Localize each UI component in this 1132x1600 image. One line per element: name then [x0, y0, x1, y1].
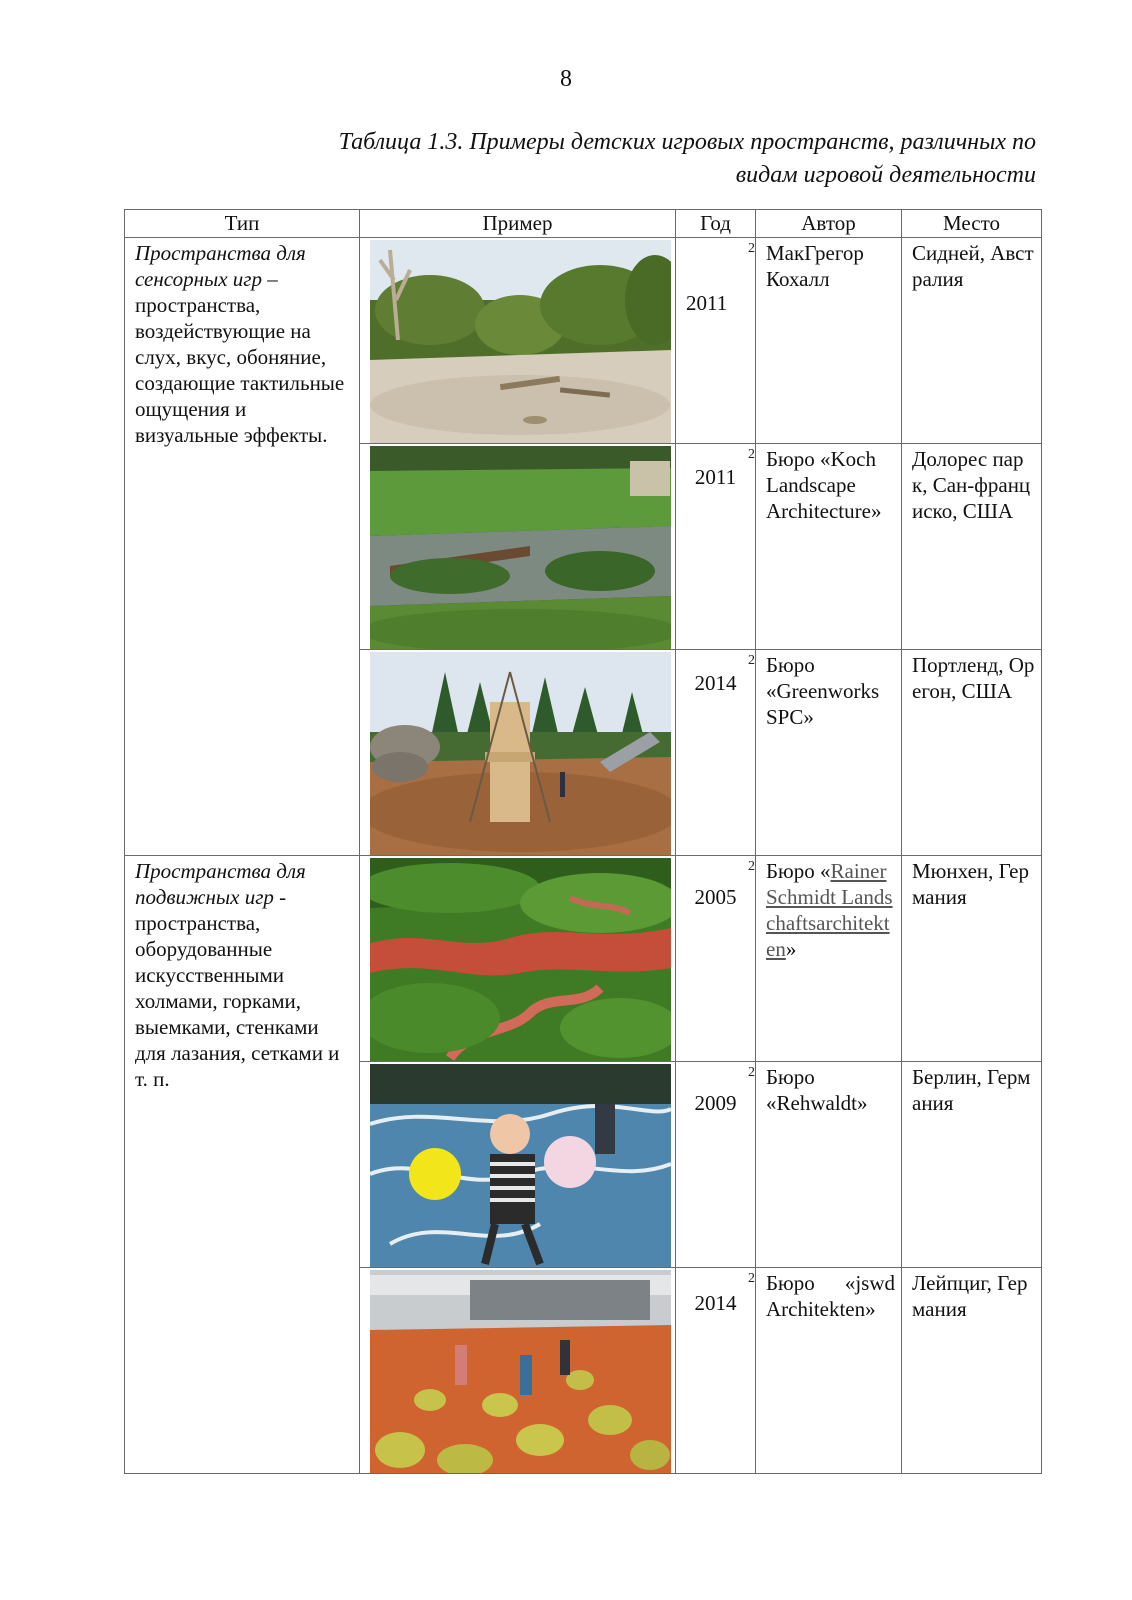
year-value: 2011: [686, 291, 728, 315]
type-description: - пространства, оборудованные искусственными холмами, горками, выемками, стенками для лазания, сетками и т. п.: [135, 885, 340, 1091]
author-cell: МакГрегор Кохалл: [756, 238, 902, 444]
dolores-park-playground-photo: [370, 446, 671, 649]
author-cell: Бюро «Rehwaldt»: [756, 1062, 902, 1268]
example-image-cell: [360, 1062, 676, 1268]
place-cell: Сидней, Австралия: [902, 238, 1042, 444]
place-cell: Портленд, Орегон, США: [902, 650, 1042, 856]
author-part: Бюро: [766, 1271, 815, 1295]
year-cell: 2 2005: [676, 856, 756, 1062]
header-type: Тип: [125, 210, 360, 238]
year-cell: 2 2009: [676, 1062, 756, 1268]
place-cell: Мюнхен, Германия: [902, 856, 1042, 1062]
place-cell: Долорес парк, Сан-франциско, США: [902, 444, 1042, 650]
table-row: [125, 238, 1042, 444]
year-cell: 2 2011: [676, 444, 756, 650]
example-image-cell: [360, 238, 676, 444]
portland-wooden-tower-photo: [370, 652, 671, 855]
leipzig-humps-playground-photo: [370, 1270, 671, 1473]
author-cell: Бюро «Koch Landscape Architecture»: [756, 444, 902, 650]
year-value: 2011: [694, 465, 737, 489]
table-row: [125, 856, 1042, 1062]
munich-hills-path-photo: [370, 858, 671, 1061]
sensory-sand-park-photo: [370, 240, 671, 443]
header-example: Пример: [360, 210, 676, 238]
place-cell: Лейпциг, Германия: [902, 1268, 1042, 1474]
type-cell-sensory: [125, 238, 360, 856]
example-image-cell: [360, 650, 676, 856]
header-author: Автор: [756, 210, 902, 238]
year-value: 2009: [694, 1091, 737, 1115]
year-cell: 2 2011: [676, 238, 756, 444]
author-part: «jswd: [844, 1271, 895, 1295]
page-number: 8: [560, 66, 572, 92]
example-image-cell: [360, 1268, 676, 1474]
caption-line-1: Таблица 1.3. Примеры детских игровых пространств, различных по: [338, 129, 1036, 155]
header-year: Год: [676, 210, 756, 238]
author-cell: Бюро «Rainer Schmidt Landschaftsarchitekten»: [756, 856, 902, 1062]
table-caption: [216, 126, 1036, 192]
example-image-cell: [360, 444, 676, 650]
caption-line-2: видам игровой деятельности: [735, 162, 1036, 188]
table-header-row: [125, 210, 1042, 238]
author-part: Architekten»: [766, 1297, 876, 1321]
example-image-cell: [360, 856, 676, 1062]
examples-table: [124, 209, 1042, 1474]
type-description: – пространства, воздействующие на слух, вкус, обоняние, создающие тактильные ощущения и визуальные эффекты.: [135, 267, 345, 447]
year-cell: 2 2014: [676, 1268, 756, 1474]
place-cell: Берлин, Германия: [902, 1062, 1042, 1268]
year-cell: 2 2014: [676, 650, 756, 856]
berlin-girl-balloons-photo: [370, 1064, 671, 1267]
type-name: Пространства для подвижных игр: [135, 859, 306, 909]
author-cell: [756, 1268, 902, 1474]
year-value: 2014: [694, 671, 737, 695]
type-name: Пространства для сенсорных игр: [135, 241, 306, 291]
header-place: Место: [902, 210, 1042, 238]
author-cell: Бюро «Greenworks SPC»: [756, 650, 902, 856]
year-value: 2014: [694, 1291, 737, 1315]
type-cell-active: [125, 856, 360, 1474]
year-value: 2005: [694, 885, 737, 909]
author-link[interactable]: Rainer Schmidt Landschaftsarchitekten: [766, 859, 893, 961]
